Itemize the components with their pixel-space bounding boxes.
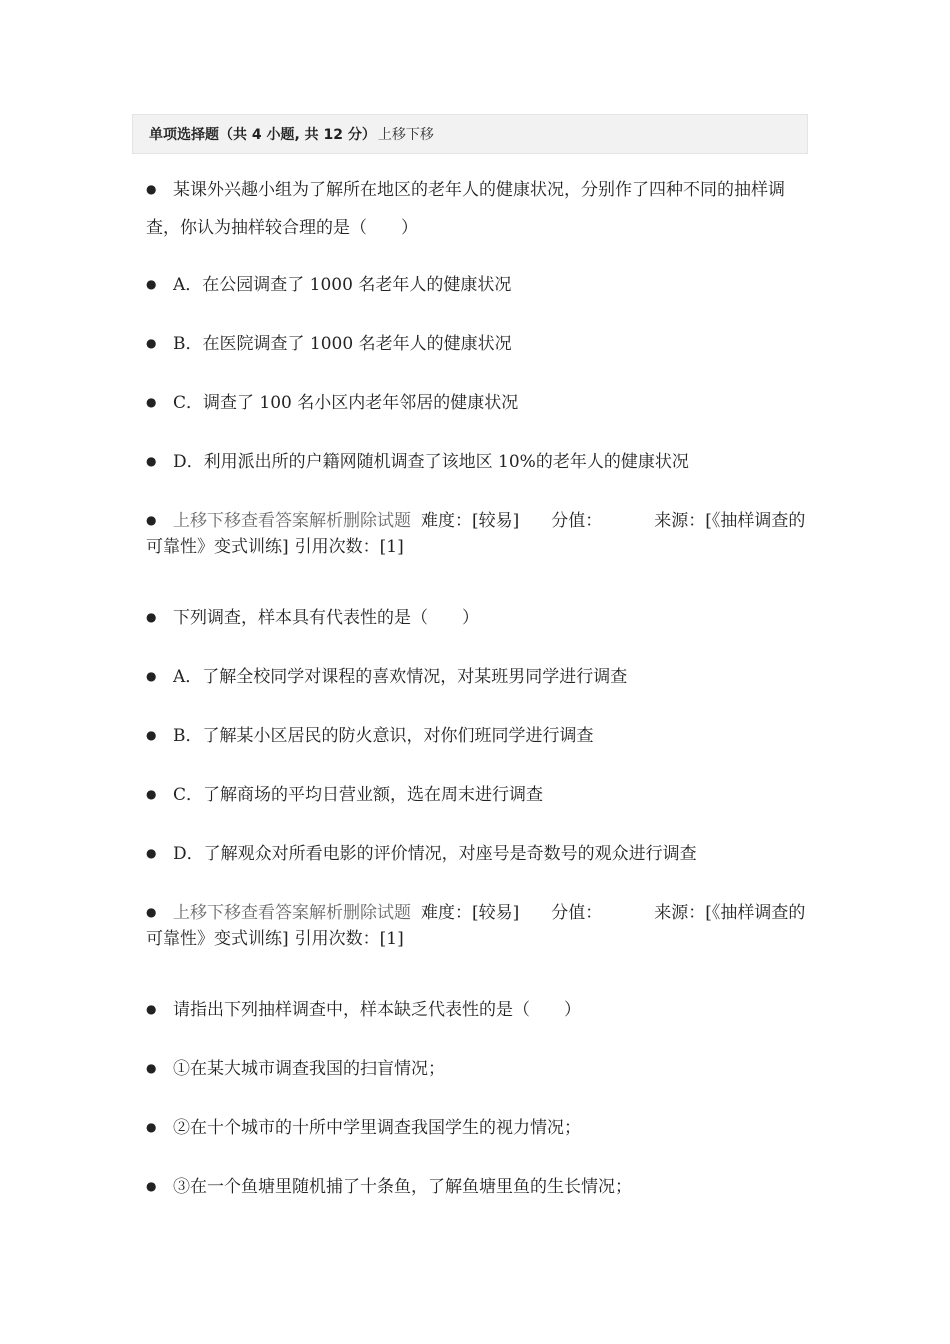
bullet-icon: ● (146, 669, 157, 683)
question-1-option-a: ● A．在公园调查了 1000 名老年人的健康状况 (146, 271, 816, 298)
bullet-icon: ● (146, 513, 157, 527)
bullet-icon: ● (146, 182, 157, 196)
bullet-icon: ● (146, 1120, 157, 1134)
source: 来源：[《抽样调查的可靠性》变式训练] (146, 511, 806, 557)
question-2-option-d: ● D．了解观众对所看电影的评价情况，对座号是奇数号的观众进行调查 (146, 840, 816, 867)
bullet-icon: ● (146, 846, 157, 860)
bullet-icon: ● (146, 905, 157, 919)
question-2-meta (146, 899, 816, 952)
question-2-option-c: ● C．了解商场的平均日营业额，选在周末进行调查 (146, 781, 816, 808)
cited-count: 引用次数：[1] (294, 929, 404, 949)
bullet-icon: ● (146, 1002, 157, 1016)
bullet-icon: ● (146, 336, 157, 350)
bullet-icon: ● (146, 728, 157, 742)
question-1-option-c: ● C．调查了 100 名小区内老年邻居的健康状况 (146, 389, 816, 416)
question-actions[interactable]: 上移下移查看答案解析删除试题 (173, 511, 411, 531)
score: 分值： (551, 511, 603, 531)
score: 分值： (551, 903, 603, 923)
question-2-stem: ● 下列调查，样本具有代表性的是（ ） (146, 604, 816, 631)
bullet-icon: ● (146, 395, 157, 409)
question-3-item-2: ● ②在十个城市的十所中学里调查我国学生的视力情况； (146, 1114, 816, 1141)
question-1-stem: ● 某课外兴趣小组为了解所在地区的老年人的健康状况，分别作了四种不同的抽样调查，你认为抽样较合理的是（ ） (146, 170, 816, 247)
bullet-icon: ● (146, 610, 157, 624)
bullet-icon: ● (146, 787, 157, 801)
cited-count: 引用次数：[1] (294, 537, 404, 557)
question-3-item-3: ● ③在一个鱼塘里随机捕了十条鱼，了解鱼塘里鱼的生长情况； (146, 1173, 816, 1200)
question-1-option-b: ● B．在医院调查了 1000 名老年人的健康状况 (146, 330, 816, 357)
difficulty: 难度：[较易] (421, 511, 520, 531)
source: 来源：[《抽样调查的可靠性》变式训练] (146, 903, 806, 949)
question-3-item-1: ● ①在某大城市调查我国的扫盲情况； (146, 1055, 816, 1082)
question-3-stem: ● 请指出下列抽样调查中，样本缺乏代表性的是（ ） (146, 996, 816, 1023)
question-1-meta (146, 507, 816, 560)
question-1-option-d: ● D．利用派出所的户籍网随机调查了该地区 10%的老年人的健康状况 (146, 448, 816, 475)
section-header (132, 114, 808, 154)
bullet-icon: ● (146, 454, 157, 468)
move-link[interactable]: 上移下移 (377, 127, 434, 143)
bullet-icon: ● (146, 1061, 157, 1075)
difficulty: 难度：[较易] (421, 903, 520, 923)
question-actions[interactable]: 上移下移查看答案解析删除试题 (173, 903, 411, 923)
question-2-option-b: ● B．了解某小区居民的防火意识，对你们班同学进行调查 (146, 722, 816, 749)
bullet-icon: ● (146, 277, 157, 291)
bullet-icon: ● (146, 1179, 157, 1193)
section-title: 单项选择题（共 4 小题, 共 12 分） (149, 127, 376, 143)
question-2-option-a: ● A．了解全校同学对课程的喜欢情况，对某班男同学进行调查 (146, 663, 816, 690)
